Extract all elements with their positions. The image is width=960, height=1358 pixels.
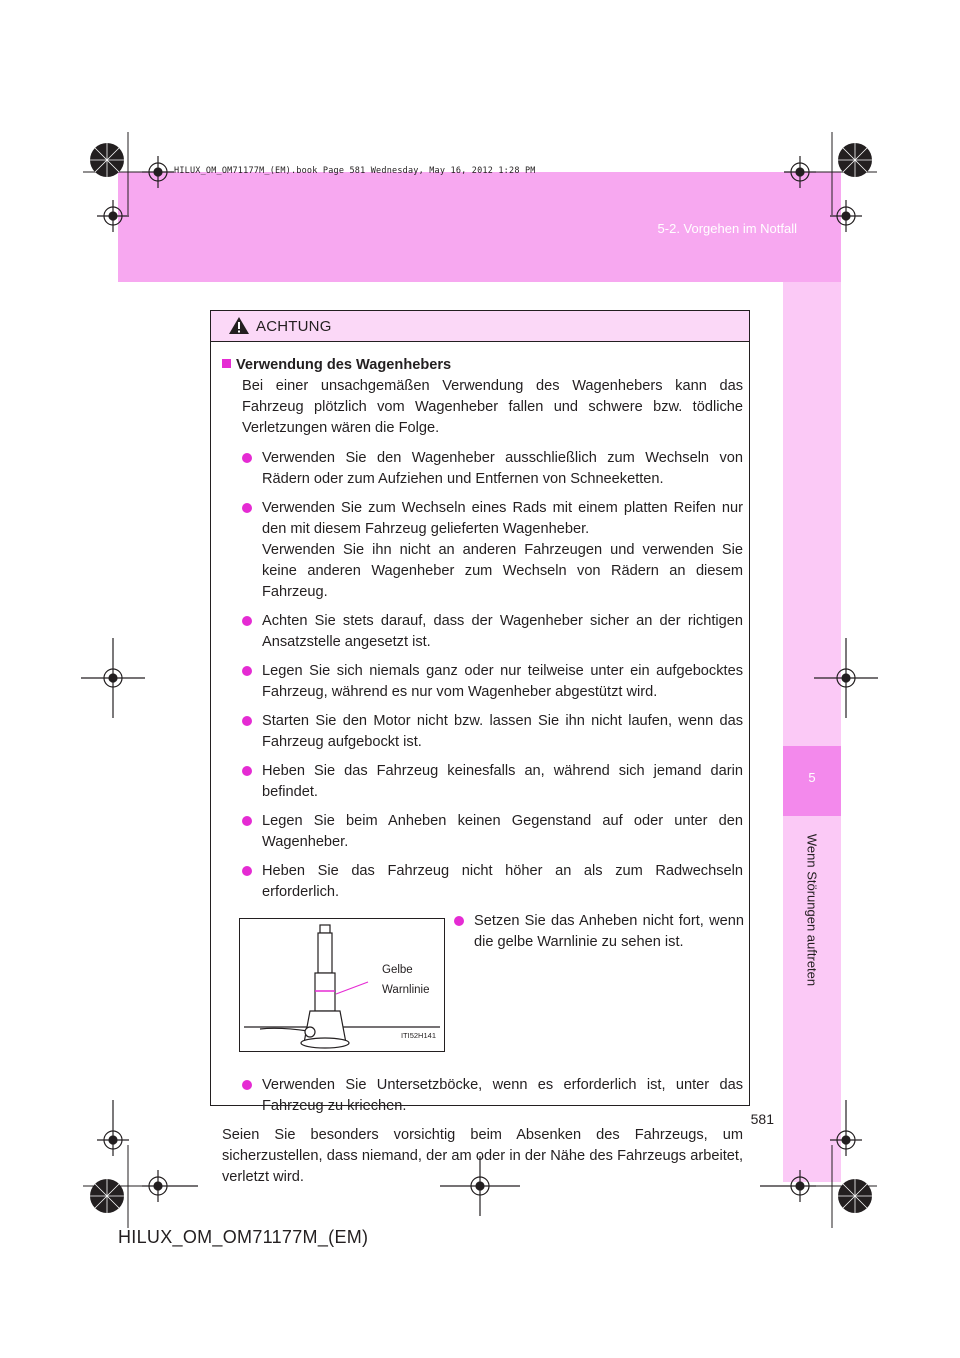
heading-text: Verwendung des Wagenhebers	[236, 357, 452, 373]
bullet-dot-icon	[242, 503, 252, 513]
bullet-item: Verwenden Sie zum Wechseln eines Rads mit einem platten Reifen nur den mit diesem Fahrzeug gelieferten Wagenheber. Verwenden Sie ihn nicht an anderen Fahrzeugen und verwenden Sie keine anderen Wagenheber zum Wechseln von Rädern an diesem Fahrzeug.	[242, 498, 743, 603]
warning-heading	[222, 355, 743, 376]
figure-row	[222, 911, 743, 1065]
bullet-item: Heben Sie das Fahrzeug nicht höher an als zum Radwechseln erforderlich.	[242, 861, 743, 903]
chapter-number: 5	[808, 770, 816, 785]
bullet-dot-icon	[242, 616, 252, 626]
warning-triangle-icon	[228, 316, 250, 335]
bullet-dot-icon	[242, 666, 252, 676]
bullet-item: Heben Sie das Fahrzeug keinesfalls an, während sich jemand darin befindet.	[242, 761, 743, 803]
warning-content	[222, 355, 743, 1188]
bullet-item: Legen Sie beim Anheben keinen Gegenstand auf oder unter den Wagenheber.	[242, 811, 743, 853]
book-meta: HILUX_OM_OM71177M_(EM).book Page 581 Wednesday, May 16, 2012 1:28 PM	[174, 166, 536, 176]
bullet-dot-icon	[242, 766, 252, 776]
page-number: 581	[750, 1111, 774, 1127]
bullet-item: Starten Sie den Motor nicht bzw. lassen Sie ihn nicht laufen, wenn das Fahrzeug aufgebockt ist.	[242, 711, 743, 753]
section-title: 5-2. Vorgehen im Notfall	[657, 221, 797, 236]
bullet-item: Verwenden Sie Untersetzböcke, wenn es erforderlich ist, unter das Fahrzeug zu kriechen.	[242, 1075, 743, 1117]
square-bullet-icon	[222, 359, 231, 368]
closing-paragraph: Seien Sie besonders vorsichtig beim Absenken des Fahrzeugs, um sicherzustellen, dass niemand, der am oder in der Nähe des Fahrzeugs arbeitet, verletzt wird.	[222, 1127, 743, 1185]
bullet-item: Achten Sie stets darauf, dass der Wagenheber sicher an der richtigen Ansatzstelle angesetzt ist.	[242, 611, 743, 653]
bullet-dot-icon	[242, 453, 252, 463]
bullet-dot-icon	[242, 816, 252, 826]
bullet-item: Legen Sie sich niemals ganz oder nur teilweise unter ein aufgebocktes Fahrzeug, während es nur vom Wagenheber abgestützt wird.	[242, 661, 743, 703]
chapter-label: Wenn Störungen auftreten	[804, 833, 820, 987]
figure-code: ITI52H141	[400, 1031, 436, 1040]
bullet-dot-icon	[242, 866, 252, 876]
figure-label: Warnlinie	[382, 984, 430, 996]
document-id: HILUX_OM_OM71177M_(EM)	[118, 1227, 369, 1247]
bullet-item: Setzen Sie das Anheben nicht fort, wenn die gelbe Warnlinie zu sehen ist.	[454, 911, 744, 953]
intro-paragraph: Bei einer unsachgemäßen Verwendung des Wagenhebers kann das Fahrzeug plötzlich vom Wagenheber fallen und schwere bzw. tödliche Verletzungen wären die Folge.	[242, 378, 743, 436]
jack-figure	[239, 918, 445, 1052]
bullet-dot-icon	[242, 1080, 252, 1090]
warning-box	[210, 310, 750, 1185]
bullet-dot-icon	[454, 916, 464, 926]
warning-title: ACHTUNG	[256, 318, 332, 335]
bullet-item: Verwenden Sie den Wagenheber ausschließlich zum Wechseln von Rädern oder zum Aufziehen und Entfernen von Schneeketten.	[242, 448, 743, 490]
figure-label: Gelbe	[382, 964, 413, 976]
bullet-dot-icon	[242, 716, 252, 726]
warning-header	[211, 311, 749, 342]
